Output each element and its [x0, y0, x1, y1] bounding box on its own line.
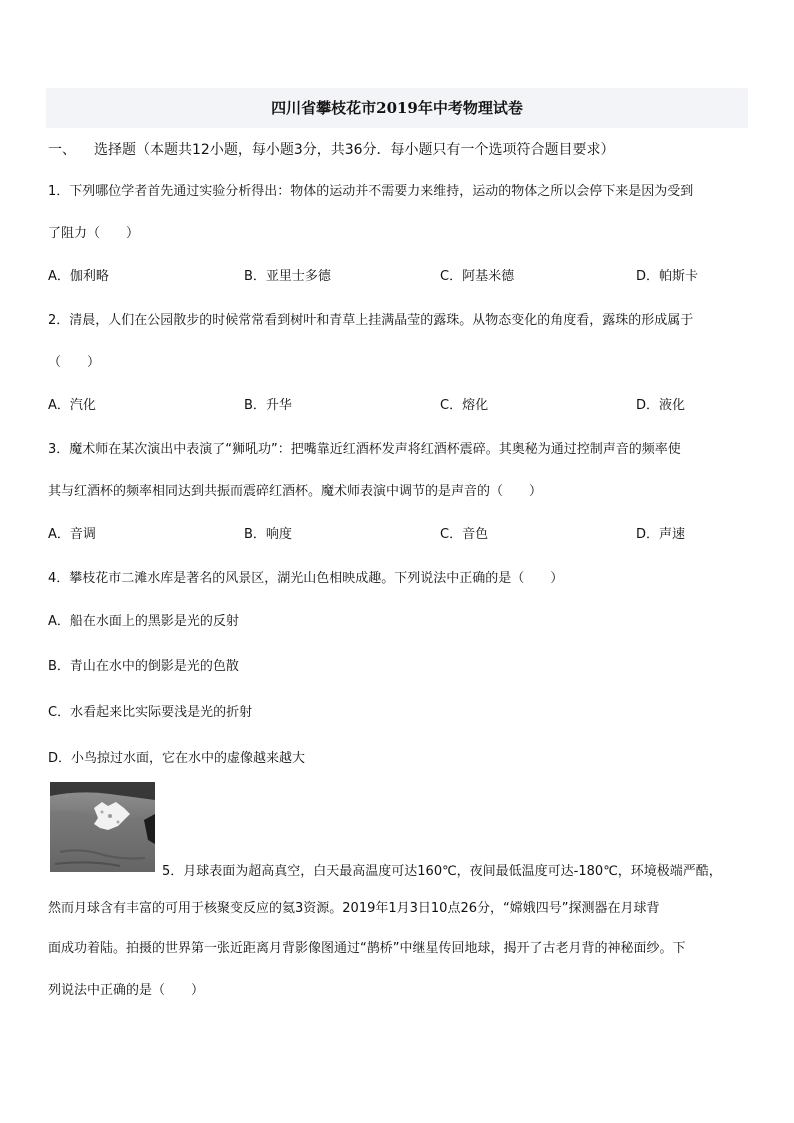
q2-option-d: D．液化 — [636, 398, 686, 413]
q1-option-b: B．亚里士多德 — [244, 269, 331, 284]
section-text: 选择题（本题共12小题，每小题3分，共36分．每小题只有一个选项符合题目要求） — [94, 142, 615, 158]
q4-option-b: B．青山在水中的倒影是光的色散 — [48, 659, 239, 674]
section-heading — [48, 141, 615, 159]
q5-stem-line3: 面成功着陆。拍摄的世界第一张近距离月背影像图通过“鹊桥”中继星传回地球，揭开了古老月背的神秘面纱。下 — [48, 941, 686, 956]
q5-stem-line1: 5．月球表面为超高真空，白天最高温度可达160℃，夜间最低温度可达-180℃，环境极端严酷， — [162, 864, 722, 879]
q1-stem-line1: 1．下列哪位学者首先通过实验分析得出：物体的运动并不需要力来维持，运动的物体之所以会停下来是因为受到 — [48, 184, 694, 199]
q4-option-a: A．船在水面上的黑影是光的反射 — [48, 614, 239, 629]
q3-stem-line1: 3．魔术师在某次演出中表演了“狮吼功”：把嘴靠近红酒杯发声将红酒杯震碎。其奥秘为通过控制声音的频率使 — [48, 442, 681, 457]
q2-stem-line2: （ ） — [48, 355, 101, 370]
q4-option-d: D．小鸟掠过水面，它在水中的虚像越来越大 — [48, 751, 306, 766]
q2-stem-line1: 2．清晨，人们在公园散步的时候常常看到树叶和青草上挂满晶莹的露珠。从物态变化的角度看，露珠的形成属于 — [48, 313, 694, 328]
page-title: 四川省攀枝花市2019年中考物理试卷 — [271, 99, 523, 117]
q2-option-c: C．熔化 — [440, 398, 489, 413]
q3-stem-line2: 其与红酒杯的频率相同达到共振而震碎红酒杯。魔术师表演中调节的是声音的（ ） — [48, 484, 543, 499]
q5-stem-line2: 然而月球含有丰富的可用于核聚变反应的氦3资源。2019年1月3日10点26分，“嫦娥四号”探测器在月球背 — [48, 901, 660, 916]
q4-option-c: C．水看起来比实际要浅是光的折射 — [48, 705, 253, 720]
q1-stem-line2: 了阻力（ ） — [48, 226, 140, 241]
q5-stem-line4: 列说法中正确的是（ ） — [48, 983, 205, 998]
q2-option-a: A．汽化 — [48, 398, 96, 413]
q2-option-b: B．升华 — [244, 398, 292, 413]
q1-option-c: C．阿基米德 — [440, 269, 515, 284]
q1-option-d: D．帕斯卡 — [636, 269, 699, 284]
q3-option-b: B．响度 — [244, 527, 292, 542]
moon-surface-image — [50, 782, 155, 872]
q3-option-a: A．音调 — [48, 527, 96, 542]
q3-option-d: D．声速 — [636, 527, 686, 542]
q1-option-a: A．伽利略 — [48, 269, 109, 284]
q4-stem: 4．攀枝花市二滩水库是著名的风景区，湖光山色相映成趣。下列说法中正确的是（ ） — [48, 571, 564, 586]
section-number: 一、 — [48, 142, 76, 158]
q3-option-c: C．音色 — [440, 527, 489, 542]
